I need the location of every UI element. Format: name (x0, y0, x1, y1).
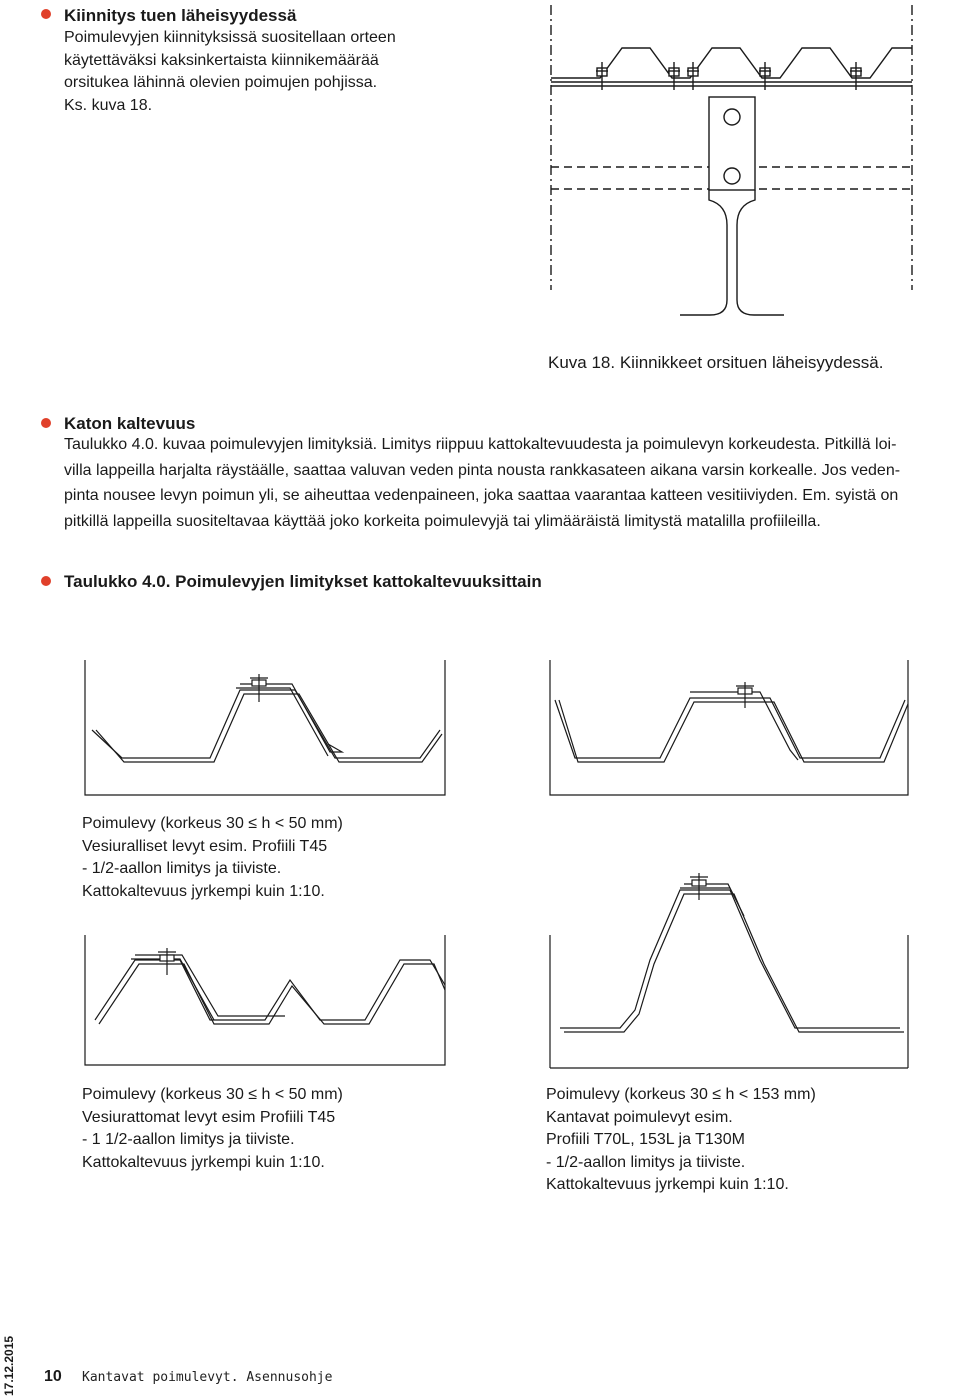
paragraph-line: käytettäväksi kaksinkertaista kiinnikemäärää (64, 51, 379, 69)
case-line: Kattokaltevuus jyrkempi kuin 1:10. (546, 1176, 789, 1193)
section-paragraph-kiinnitys (64, 27, 396, 117)
case-line: Vesiuralliset levyt esim. Profiili T45 (82, 837, 328, 855)
section-heading-kiinnitys: Kiinnitys tuen läheisyydessä (64, 6, 297, 25)
profile-drawing-3 (545, 800, 915, 1070)
profile-drawing-2 (80, 930, 450, 1070)
footer-date: 17.12.2015 (2, 1335, 16, 1396)
section-paragraph-kaltevuus (64, 432, 900, 534)
bullet-icon (41, 418, 51, 428)
case-line: - 1/2-aallon limitys ja tiiviste. (546, 1153, 746, 1171)
paragraph-line: Poimulevyjen kiinnityksissä suositellaan orteen (64, 29, 396, 46)
case-3-text (546, 1084, 816, 1197)
paragraph-line: orsitukea lähinnä olevien poimujen pohjissa. (64, 74, 378, 91)
case-line: - 1/2-aallon limitys ja tiiviste. (82, 860, 282, 877)
paragraph-line: pitkillä lappeilla suositeltavaa käyttää joko korkeita poimulevyjä tai ylimääräistä limitystä matalilla profiileilla. (64, 512, 821, 530)
case-1-text (82, 813, 343, 903)
case-line: Kattokaltevuus jyrkempi kuin 1:10. (82, 1153, 325, 1171)
case-line: Poimulevy (korkeus 30 ≤ h < 50 mm) (82, 1086, 343, 1103)
footer-title: Kantavat poimulevyt. Asennusohje (82, 1370, 333, 1385)
case-line: Vesiurattomat levyt esim Profiili T45 (82, 1108, 336, 1126)
table-heading: Taulukko 4.0. Poimulevyjen limitykset kattokaltevuuksittain (64, 572, 542, 591)
figure-18-drawing (540, 0, 960, 330)
paragraph-line: pinta nousee levyn poimun yli, se aiheuttaa vedenpaineen, joka saattaa vaarantaa katteen vesitiiviyden. Em. syistä on (64, 487, 899, 504)
case-line: Poimulevy (korkeus 30 ≤ h < 153 mm) (546, 1086, 816, 1103)
case-line: Poimulevy (korkeus 30 ≤ h < 50 mm) (82, 815, 343, 832)
case-2-text (82, 1084, 343, 1174)
bullet-icon (41, 9, 51, 19)
profile-drawing-1 (80, 660, 910, 800)
footer-page-number: 10 (44, 1368, 62, 1385)
case-line: - 1 1/2-aallon limitys ja tiiviste. (82, 1131, 295, 1148)
case-line: Profiili T70L, 153L ja T130M (546, 1131, 745, 1148)
case-line: Kattokaltevuus jyrkempi kuin 1:10. (82, 882, 325, 900)
figure-18-caption: Kuva 18. Kiinnikkeet orsituen läheisyydessä. (548, 353, 884, 372)
case-line: Kantavat poimulevyt esim. (546, 1108, 733, 1126)
paragraph-line: villa lappeilla harjalta räystäälle, saattaa valuvan veden pinta nousta rankkasateen aikana varsin korkealle. Jos veden- (64, 461, 901, 479)
paragraph-line: Ks. kuva 18. (64, 96, 153, 114)
section-heading-kaltevuus: Katon kaltevuus (64, 414, 196, 433)
bullet-icon (41, 576, 51, 586)
paragraph-line: Taulukko 4.0. kuvaa poimulevyjen limityksiä. Limitys riippuu kattokaltevuudesta ja poimulevyn korkeudesta. Pitkillä loi- (64, 436, 897, 453)
